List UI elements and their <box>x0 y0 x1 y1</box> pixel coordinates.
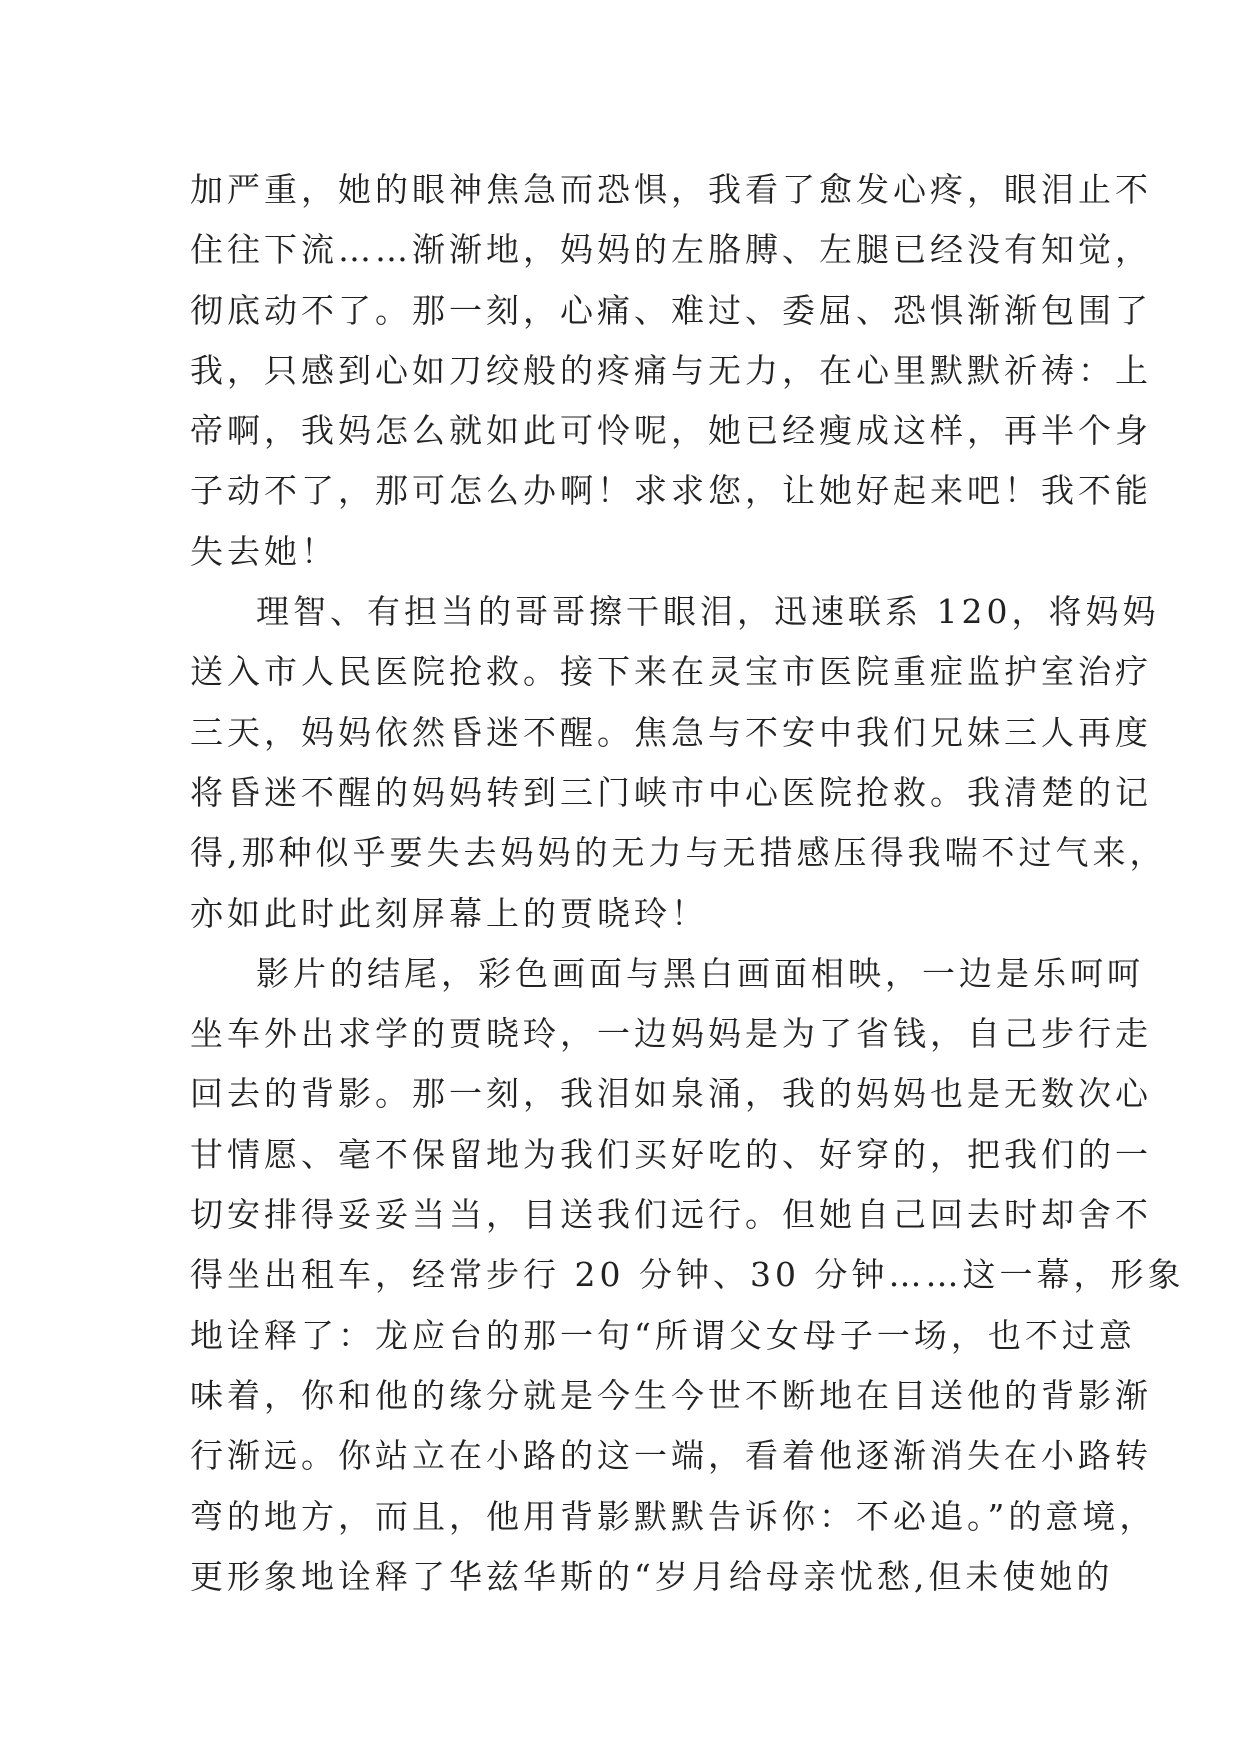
text-line: 亦如此时此刻屏幕上的贾晓玲！ <box>190 893 708 933</box>
paragraph-start-line: 影片的结尾，彩色画面与黑白画面相映，一边是乐呵呵 <box>256 953 1144 993</box>
text-line: 切安排得妥妥当当，目送我们远行。但她自己回去时却舍不 <box>190 1195 1152 1235</box>
text-line: 味着，你和他的缘分就是今生今世不断地在目送他的背影渐 <box>190 1375 1152 1415</box>
text-line: 回去的背影。那一刻，我泪如泉涌，我的妈妈也是无数次心 <box>190 1074 1152 1114</box>
text-line: 得,那种似乎要失去妈妈的无力与无措感压得我喘不过气来， <box>190 833 1167 873</box>
text-line: 送入市人民医院抢救。接下来在灵宝市医院重症监护室治疗 <box>190 652 1152 692</box>
text-line: 子动不了，那可怎么办啊！求求您，让她好起来吧！我不能 <box>190 471 1152 511</box>
text-line: 住往下流……渐渐地，妈妈的左胳膊、左腿已经没有知觉， <box>190 230 1152 270</box>
body-text <box>190 160 1185 1607</box>
text-line: 行渐远。你站立在小路的这一端，看着他逐渐消失在小路转 <box>190 1436 1152 1476</box>
text-line: 甘情愿、毫不保留地为我们买好吃的、好穿的，把我们的一 <box>190 1134 1152 1174</box>
text-line: 失去她！ <box>190 531 338 571</box>
text-line: 得坐出租车，经常步行 20 分钟、30 分钟……这一幕，形象 <box>190 1255 1185 1295</box>
text-line: 坐车外出求学的贾晓玲，一边妈妈是为了省钱，自己步行走 <box>190 1014 1152 1054</box>
text-line: 弯的地方，而且，他用背影默默告诉你：不必追。”的意境， <box>190 1496 1157 1536</box>
text-line: 帝啊，我妈怎么就如此可怜呢，她已经瘦成这样，再半个身 <box>190 411 1152 451</box>
text-line: 加严重，她的眼神焦急而恐惧，我看了愈发心疼，眼泪止不 <box>190 170 1152 209</box>
text-line: 三天，妈妈依然昏迷不醒。焦急与不安中我们兄妹三人再度 <box>190 712 1152 752</box>
text-line: 我，只感到心如刀绞般的疼痛与无力，在心里默默祈祷：上 <box>190 350 1152 390</box>
text-line: 将昏迷不醒的妈妈转到三门峡市中心医院抢救。我清楚的记 <box>190 772 1152 812</box>
text-line: 更形象地诠释了华兹华斯的“岁月给母亲忧愁,但未使她的 <box>190 1556 1114 1596</box>
text-line: 彻底动不了。那一刻，心痛、难过、委屈、恐惧渐渐包围了 <box>190 290 1152 330</box>
paragraph-start-line: 理智、有担当的哥哥擦干眼泪，迅速联系 120，将妈妈 <box>256 592 1160 632</box>
text-line: 地诠释了：龙应台的那一句“所谓父女母子一场，也不过意 <box>190 1315 1136 1355</box>
